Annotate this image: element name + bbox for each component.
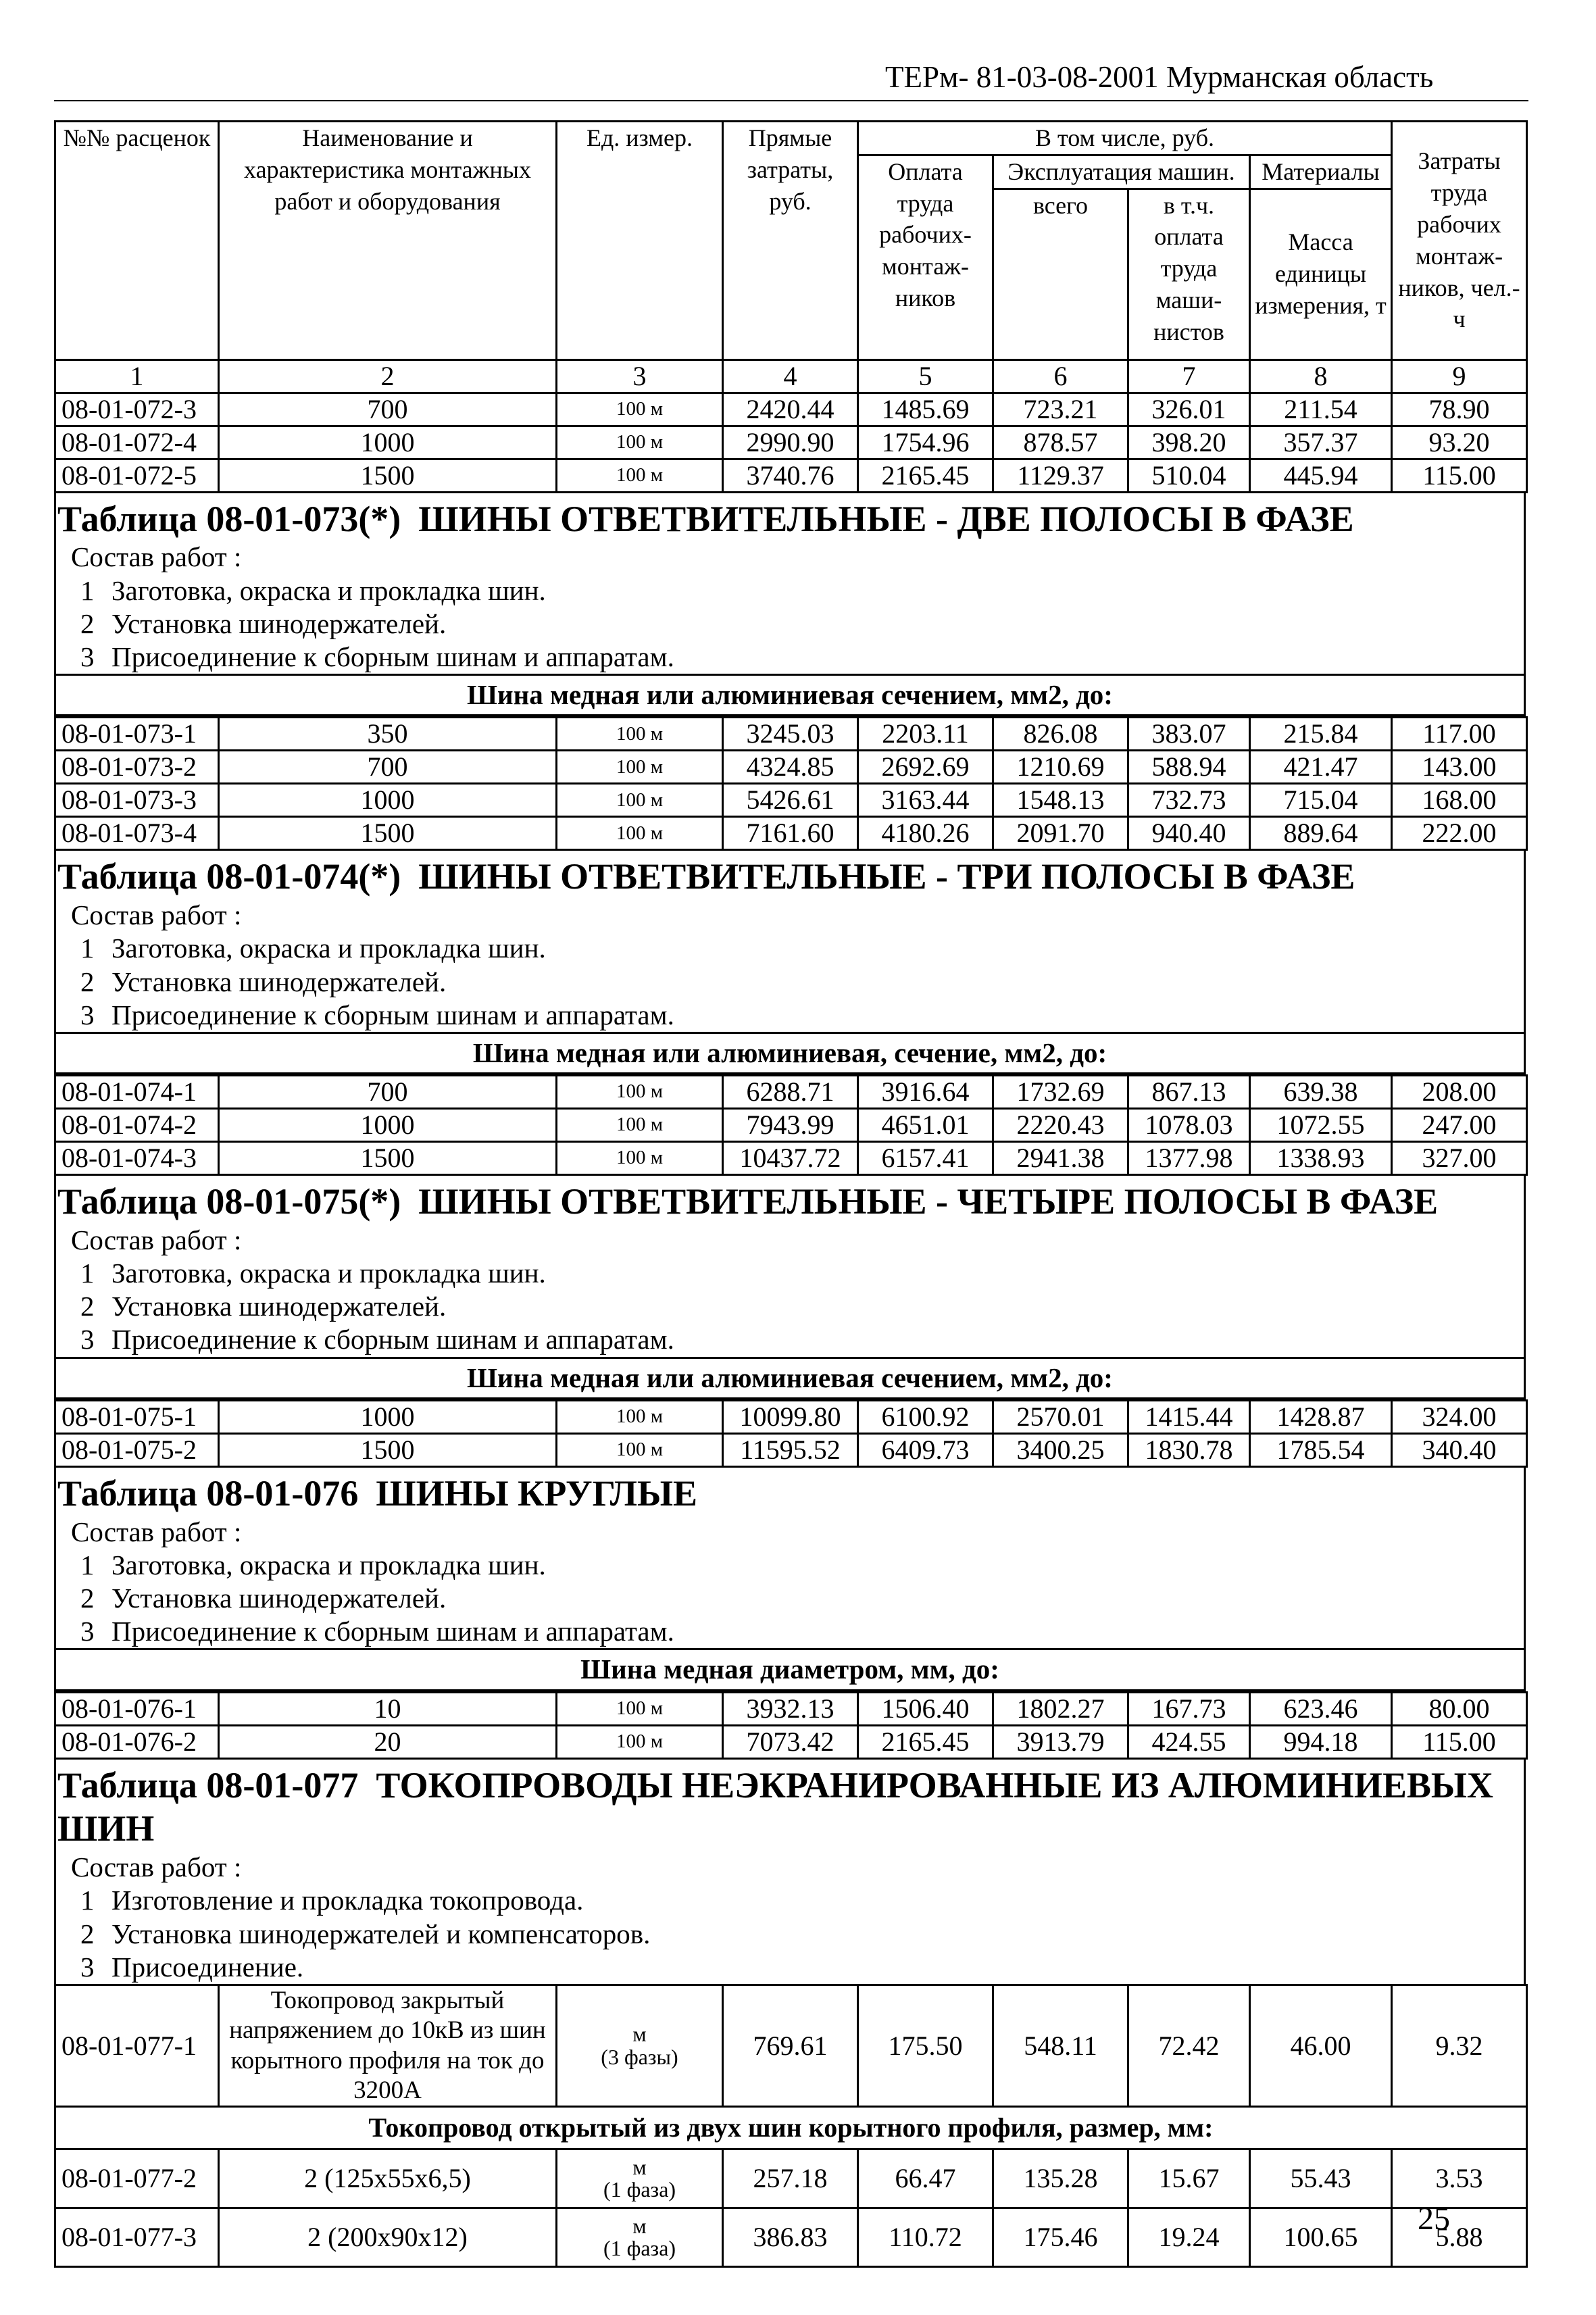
work-item-number: 1	[80, 932, 95, 964]
direct-costs: 3932.13	[723, 1692, 858, 1725]
work-item-number: 3	[80, 1616, 95, 1647]
machine-labor: 588.94	[1128, 751, 1250, 784]
machine-total: 723.21	[993, 393, 1128, 426]
work-item-number: 3	[80, 641, 95, 672]
labor-pay: 2165.45	[858, 459, 993, 492]
work-item-text: Присоединение к сборным шинам и аппаратам.	[111, 641, 674, 672]
work-item-number: 2	[80, 1582, 95, 1614]
unit: 100 м	[557, 718, 723, 751]
labor-hours: 340.40	[1392, 1433, 1527, 1466]
unit-mass: 623.46	[1250, 1692, 1392, 1725]
direct-costs: 3245.03	[723, 718, 858, 751]
work-name: 1500	[219, 817, 557, 850]
page-number: 25	[1418, 2201, 1450, 2237]
work-item	[56, 641, 1524, 674]
machine-labor: 424.55	[1128, 1725, 1250, 1758]
table-row	[55, 817, 1527, 850]
caption-row	[55, 2107, 1527, 2149]
rates-table	[54, 1399, 1528, 1468]
work-composition-label: Состав работ :	[71, 899, 242, 931]
work-item-number: 2	[80, 1291, 95, 1322]
rates-table	[54, 716, 1528, 851]
unit	[557, 2149, 723, 2208]
table-row	[55, 751, 1527, 784]
table-title: ШИНЫ КРУГЛЫЕ	[376, 1472, 698, 1514]
unit: 100 м	[557, 1076, 723, 1109]
unit-note: (1 фаза)	[603, 2177, 676, 2202]
machine-total: 548.11	[993, 1985, 1128, 2107]
table-row	[55, 2208, 1527, 2267]
labor-pay: 6157.41	[858, 1142, 993, 1175]
unit: 100 м	[557, 393, 723, 426]
table-row	[55, 718, 1527, 751]
labor-hours: 247.00	[1392, 1109, 1527, 1142]
work-name: 1000	[219, 426, 557, 459]
work-item-number: 3	[80, 1951, 95, 1983]
work-item-text: Присоединение к сборным шинам и аппаратам.	[111, 1324, 674, 1355]
col-header-labor-pay: Оплата труда рабочих-монтаж-ников	[858, 155, 993, 359]
labor-hours: 3.53	[1392, 2149, 1527, 2208]
machine-total: 1548.13	[993, 784, 1128, 817]
rates-table	[54, 1074, 1528, 1176]
labor-hours: 78.90	[1392, 393, 1527, 426]
direct-costs: 6288.71	[723, 1076, 858, 1109]
unit: 100 м	[557, 459, 723, 492]
rate-code: 08-01-073-4	[55, 817, 219, 850]
work-item	[56, 1615, 1524, 1648]
rate-code: 08-01-072-5	[55, 459, 219, 492]
direct-costs: 257.18	[723, 2149, 858, 2208]
rate-code: 08-01-076-1	[55, 1692, 219, 1725]
column-number: 7	[1128, 359, 1250, 393]
table-row	[55, 1985, 1527, 2107]
work-item	[56, 574, 1524, 607]
rate-code: 08-01-073-3	[55, 784, 219, 817]
work-item	[56, 607, 1524, 641]
work-item	[56, 1290, 1524, 1323]
table-number: Таблица 08-01-077	[57, 1764, 359, 1806]
unit-mass: 46.00	[1250, 1985, 1392, 2107]
labor-hours: 115.00	[1392, 1725, 1527, 1758]
col-header-name: Наименование и характеристика монтажных работ и оборудования	[219, 122, 557, 360]
direct-costs: 5426.61	[723, 784, 858, 817]
unit-mass: 55.43	[1250, 2149, 1392, 2208]
rate-code: 08-01-077-1	[55, 1985, 219, 2107]
work-item	[56, 1582, 1524, 1615]
table-row	[55, 1433, 1527, 1466]
machine-total: 2941.38	[993, 1142, 1128, 1175]
labor-pay: 6409.73	[858, 1433, 993, 1466]
work-item-text: Изготовление и прокладка токопровода.	[111, 1885, 584, 1916]
work-item-text: Установка шинодержателей.	[111, 1291, 447, 1322]
rate-code: 08-01-074-3	[55, 1142, 219, 1175]
direct-costs: 386.83	[723, 2208, 858, 2267]
table-number: Таблица 08-01-076	[57, 1472, 359, 1514]
work-item-text: Заготовка, окраска и прокладка шин.	[111, 1549, 546, 1580]
column-number: 6	[993, 359, 1128, 393]
labor-pay: 110.72	[858, 2208, 993, 2267]
rate-code: 08-01-072-4	[55, 426, 219, 459]
labor-pay: 66.47	[858, 2149, 993, 2208]
column-number: 9	[1392, 359, 1527, 393]
unit: 100 м	[557, 1433, 723, 1466]
table-number: Таблица 08-01-075(*)	[57, 1181, 401, 1222]
col-header-direct-costs: Прямые затраты, руб.	[723, 122, 858, 360]
section-title	[56, 1468, 1524, 1516]
table-row	[55, 1142, 1527, 1175]
machine-labor: 1078.03	[1128, 1109, 1250, 1142]
labor-hours: 324.00	[1392, 1400, 1527, 1433]
col-header-labor-hours: Затраты труда рабочих монтаж-ников, чел.-ч	[1392, 122, 1527, 360]
unit-mass: 1338.93	[1250, 1142, 1392, 1175]
work-name: 700	[219, 751, 557, 784]
work-name: 350	[219, 718, 557, 751]
col-header-including: В том числе, руб.	[858, 122, 1392, 155]
work-item-number: 2	[80, 966, 95, 997]
labor-pay: 1506.40	[858, 1692, 993, 1725]
machine-total: 826.08	[993, 718, 1128, 751]
work-item	[56, 966, 1524, 999]
unit: 100 м	[557, 1725, 723, 1758]
rate-code: 08-01-072-3	[55, 393, 219, 426]
machine-labor: 19.24	[1128, 2208, 1250, 2267]
document-body	[54, 120, 1526, 2268]
table-row	[55, 784, 1527, 817]
col-header-machine-total: всего	[993, 189, 1128, 359]
work-name: 1500	[219, 1142, 557, 1175]
work-item	[56, 1323, 1524, 1356]
machine-total: 3400.25	[993, 1433, 1128, 1466]
unit: 100 м	[557, 751, 723, 784]
direct-costs: 769.61	[723, 1985, 858, 2107]
section-title	[56, 1176, 1524, 1224]
rate-code: 08-01-075-1	[55, 1400, 219, 1433]
work-item	[56, 1918, 1524, 1951]
direct-costs: 7073.42	[723, 1725, 858, 1758]
work-name: 2 (125x55x6,5)	[219, 2149, 557, 2208]
col-header-unit-mass: Масса единицы измерения, т	[1250, 189, 1392, 359]
labor-pay: 2203.11	[858, 718, 993, 751]
work-item-number: 2	[80, 1918, 95, 1949]
work-name: 2 (200x90x12)	[219, 2208, 557, 2267]
machine-labor: 867.13	[1128, 1076, 1250, 1109]
direct-costs: 2990.90	[723, 426, 858, 459]
work-item-number: 3	[80, 1324, 95, 1355]
col-header-code: №№ расценок	[55, 122, 219, 360]
table-title: ШИНЫ ОТВЕТВИТЕЛЬНЫЕ - ЧЕТЫРЕ ПОЛОСЫ В ФАЗЕ	[418, 1181, 1439, 1222]
col-header-machine-operation: Эксплуатация машин.	[993, 155, 1250, 189]
rate-code: 08-01-074-2	[55, 1109, 219, 1142]
work-name: 20	[219, 1725, 557, 1758]
table-section	[54, 851, 1526, 1074]
work-item	[56, 999, 1524, 1032]
table-row	[55, 1109, 1527, 1142]
labor-pay: 6100.92	[858, 1400, 993, 1433]
header-rule	[54, 100, 1528, 101]
unit-mass: 357.37	[1250, 426, 1392, 459]
machine-total: 1129.37	[993, 459, 1128, 492]
unit	[557, 2208, 723, 2267]
column-number: 5	[858, 359, 993, 393]
work-item	[56, 1951, 1524, 1984]
labor-hours: 115.00	[1392, 459, 1527, 492]
unit-value: м	[632, 2022, 647, 2047]
column-numbers-row	[55, 359, 1527, 393]
unit-mass: 994.18	[1250, 1725, 1392, 1758]
section-title	[56, 493, 1524, 541]
work-name: Токопровод закрытый напряжением до 10кВ из шин корытного профиля на ток до 3200А	[219, 1985, 557, 2107]
rows-072	[55, 393, 1527, 492]
work-item	[56, 1257, 1524, 1290]
labor-pay: 1485.69	[858, 393, 993, 426]
unit-mass: 889.64	[1250, 817, 1392, 850]
work-composition-label: Состав работ :	[71, 1516, 242, 1547]
rate-code: 08-01-077-2	[55, 2149, 219, 2208]
machine-total: 175.46	[993, 2208, 1128, 2267]
table-section	[54, 1176, 1526, 1399]
direct-costs: 4324.85	[723, 751, 858, 784]
work-composition-label: Состав работ :	[71, 541, 242, 573]
unit-note: (1 фаза)	[603, 2236, 676, 2261]
unit: 100 м	[557, 1400, 723, 1433]
work-item-number: 1	[80, 1258, 95, 1289]
work-name: 1500	[219, 459, 557, 492]
unit-mass: 639.38	[1250, 1076, 1392, 1109]
unit-mass: 215.84	[1250, 718, 1392, 751]
work-item	[56, 1549, 1524, 1582]
labor-hours: 5.88	[1392, 2208, 1527, 2267]
table-section	[54, 493, 1526, 717]
machine-total: 135.28	[993, 2149, 1128, 2208]
work-item-text: Установка шинодержателей.	[111, 607, 447, 639]
section-08-01-077	[54, 1760, 1526, 1984]
work-item-text: Присоединение.	[111, 1951, 304, 1983]
unit: 100 м	[557, 426, 723, 459]
machine-labor: 72.42	[1128, 1985, 1250, 2107]
rate-code: 08-01-076-2	[55, 1725, 219, 1758]
machine-total: 1732.69	[993, 1076, 1128, 1109]
table-title: ТОКОПРОВОДЫ НЕЭКРАНИРОВАННЫЕ ИЗ АЛЮМИНИЕВЫХ ШИН	[57, 1764, 1493, 1849]
col-header-unit: Ед. измер.	[557, 122, 723, 360]
rates-table-072	[54, 120, 1528, 493]
machine-labor: 940.40	[1128, 817, 1250, 850]
machine-total: 2220.43	[993, 1109, 1128, 1142]
table-title: ШИНЫ ОТВЕТВИТЕЛЬНЫЕ - ДВЕ ПОЛОСЫ В ФАЗЕ	[418, 498, 1354, 539]
column-number: 3	[557, 359, 723, 393]
rates-table-077	[54, 1984, 1528, 2268]
machine-labor: 167.73	[1128, 1692, 1250, 1725]
work-item-text: Заготовка, окраска и прокладка шин.	[111, 1258, 546, 1289]
unit-mass: 715.04	[1250, 784, 1392, 817]
work-item-text: Присоединение к сборным шинам и аппаратам.	[111, 1616, 674, 1647]
direct-costs: 11595.52	[723, 1433, 858, 1466]
table-number: Таблица 08-01-074(*)	[57, 856, 401, 897]
unit-mass: 100.65	[1250, 2208, 1392, 2267]
direct-costs: 10437.72	[723, 1142, 858, 1175]
sections	[54, 493, 1526, 1760]
machine-total: 2091.70	[993, 817, 1128, 850]
column-number: 8	[1250, 359, 1392, 393]
labor-hours: 208.00	[1392, 1076, 1527, 1109]
rate-code: 08-01-073-1	[55, 718, 219, 751]
labor-hours: 93.20	[1392, 426, 1527, 459]
column-number: 2	[219, 359, 557, 393]
table-row	[55, 1692, 1527, 1725]
table-row	[55, 459, 1527, 492]
rate-code: 08-01-077-3	[55, 2208, 219, 2267]
unit: 100 м	[557, 1142, 723, 1175]
work-item-text: Установка шинодержателей.	[111, 1582, 447, 1614]
page-header-title: ТЕРм- 81-03-08-2001 Мурманская область	[885, 60, 1434, 94]
unit-mass: 1428.87	[1250, 1400, 1392, 1433]
labor-hours: 143.00	[1392, 751, 1527, 784]
work-item-number: 3	[80, 999, 95, 1030]
work-name: 1000	[219, 1400, 557, 1433]
unit: 100 м	[557, 817, 723, 850]
unit-mass: 421.47	[1250, 751, 1392, 784]
machine-labor: 383.07	[1128, 718, 1250, 751]
work-item-text: Установка шинодержателей.	[111, 966, 447, 997]
machine-total: 3913.79	[993, 1725, 1128, 1758]
machine-labor: 1830.78	[1128, 1433, 1250, 1466]
rates-table	[54, 1691, 1528, 1760]
machine-total: 1210.69	[993, 751, 1128, 784]
unit: 100 м	[557, 1109, 723, 1142]
unit-mass: 211.54	[1250, 393, 1392, 426]
labor-pay: 3916.64	[858, 1076, 993, 1109]
table-title: ШИНЫ ОТВЕТВИТЕЛЬНЫЕ - ТРИ ПОЛОСЫ В ФАЗЕ	[418, 856, 1355, 897]
unit-mass: 445.94	[1250, 459, 1392, 492]
section-title	[56, 851, 1524, 899]
work-item-text: Заготовка, окраска и прокладка шин.	[111, 932, 546, 964]
table-row	[55, 426, 1527, 459]
labor-pay: 175.50	[858, 1985, 993, 2107]
rate-code: 08-01-074-1	[55, 1076, 219, 1109]
direct-costs: 2420.44	[723, 393, 858, 426]
work-item-number: 1	[80, 1885, 95, 1916]
work-composition-label: Состав работ :	[71, 1224, 242, 1255]
machine-labor: 15.67	[1128, 2149, 1250, 2208]
subtable-caption: Шина медная или алюминиевая, сечение, мм2, до:	[56, 1032, 1524, 1074]
direct-costs: 7161.60	[723, 817, 858, 850]
machine-labor: 326.01	[1128, 393, 1250, 426]
work-item-number: 1	[80, 574, 95, 606]
unit: 100 м	[557, 784, 723, 817]
labor-pay: 1754.96	[858, 426, 993, 459]
work-item	[56, 932, 1524, 965]
subtable-caption: Шина медная или алюминиевая сечением, мм2, до:	[56, 1357, 1524, 1399]
work-composition-label: Состав работ :	[71, 1851, 242, 1883]
subtable-caption: Шина медная или алюминиевая сечением, мм2, до:	[56, 674, 1524, 716]
machine-total: 1802.27	[993, 1692, 1128, 1725]
work-item	[56, 1884, 1524, 1917]
work-name: 700	[219, 1076, 557, 1109]
labor-pay: 2165.45	[858, 1725, 993, 1758]
rate-code: 08-01-073-2	[55, 751, 219, 784]
unit-mass: 1072.55	[1250, 1109, 1392, 1142]
col-header-materials: Материалы	[1250, 155, 1392, 189]
machine-total: 878.57	[993, 426, 1128, 459]
work-item-text: Заготовка, окраска и прокладка шин.	[111, 574, 546, 606]
machine-labor: 1415.44	[1128, 1400, 1250, 1433]
table-row	[55, 393, 1527, 426]
labor-hours: 222.00	[1392, 817, 1527, 850]
work-item-text: Присоединение к сборным шинам и аппаратам.	[111, 999, 674, 1030]
direct-costs: 10099.80	[723, 1400, 858, 1433]
col-header-machine-labor: в т.ч. оплата труда маши-нистов	[1128, 189, 1250, 359]
work-item-text: Установка шинодержателей и компенсаторов.	[111, 1918, 651, 1949]
direct-costs: 3740.76	[723, 459, 858, 492]
table-row	[55, 1725, 1527, 1758]
machine-labor: 732.73	[1128, 784, 1250, 817]
machine-labor: 1377.98	[1128, 1142, 1250, 1175]
machine-labor: 398.20	[1128, 426, 1250, 459]
labor-pay: 2692.69	[858, 751, 993, 784]
subtable-caption: Токопровод открытый из двух шин корытного профиля, размер, мм:	[55, 2107, 1527, 2149]
labor-pay: 4180.26	[858, 817, 993, 850]
labor-hours: 117.00	[1392, 718, 1527, 751]
work-name: 1000	[219, 784, 557, 817]
machine-total: 2570.01	[993, 1400, 1128, 1433]
work-item-number: 1	[80, 1549, 95, 1580]
unit-value: м	[632, 2213, 647, 2238]
unit: 100 м	[557, 1692, 723, 1725]
subtable-caption: Шина медная диаметром, мм, до:	[56, 1648, 1524, 1691]
unit-note: (3 фазы)	[601, 2044, 678, 2069]
table-row	[55, 1076, 1527, 1109]
work-name: 1500	[219, 1433, 557, 1466]
table-row	[55, 2149, 1527, 2208]
table-section	[54, 1468, 1526, 1691]
work-name: 700	[219, 393, 557, 426]
labor-hours: 9.32	[1392, 1985, 1527, 2107]
labor-pay: 4651.01	[858, 1109, 993, 1142]
rate-code: 08-01-075-2	[55, 1433, 219, 1466]
work-name: 10	[219, 1692, 557, 1725]
work-item-number: 2	[80, 607, 95, 639]
table-row	[55, 1400, 1527, 1433]
table-number: Таблица 08-01-073(*)	[57, 498, 401, 539]
labor-hours: 168.00	[1392, 784, 1527, 817]
labor-hours: 80.00	[1392, 1692, 1527, 1725]
unit-value: м	[632, 2154, 647, 2179]
column-number: 4	[723, 359, 858, 393]
unit-mass: 1785.54	[1250, 1433, 1392, 1466]
unit	[557, 1985, 723, 2107]
direct-costs: 7943.99	[723, 1109, 858, 1142]
labor-hours: 327.00	[1392, 1142, 1527, 1175]
work-name: 1000	[219, 1109, 557, 1142]
labor-pay: 3163.44	[858, 784, 993, 817]
column-number: 1	[55, 359, 219, 393]
machine-labor: 510.04	[1128, 459, 1250, 492]
section-title	[56, 1760, 1524, 1851]
